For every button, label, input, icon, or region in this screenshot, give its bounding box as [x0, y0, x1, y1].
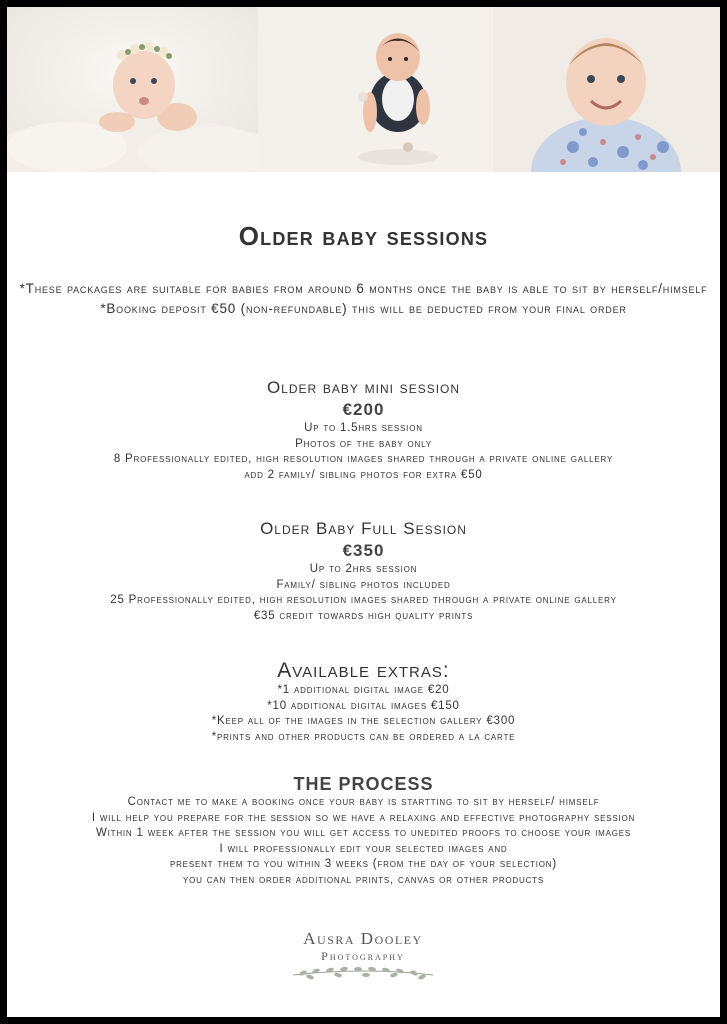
mini-session-title: Older baby mini session [266, 378, 461, 397]
full-session-line: Up to 2hrs session [309, 563, 418, 575]
page-title: Older baby sessions [238, 221, 489, 251]
process-line: I will help you prepare for the session so we have a relaxing and effective photography session [91, 811, 636, 824]
full-session-line: €35 credit towards high quality prints [253, 609, 474, 622]
extras-line: *prints and other products can be ordered a la carte [211, 730, 516, 743]
full-session-price: €350 [342, 541, 385, 560]
full-session-line: Family/ sibling photos included [276, 578, 451, 591]
process-line: Contact me to make a booking once your baby is startting to sit by herself/ himself [127, 796, 600, 808]
photographer-logo [263, 929, 463, 981]
photo-strip [7, 7, 720, 172]
process-line: I will professionally edit your selected images and [219, 842, 508, 855]
extras-line: *10 additional digital images €150 [267, 699, 460, 712]
process-line: you can then order additional prints, canvas or other products [183, 873, 544, 886]
intro-line-age: *These packages are suitable for babies from around 6 months once the baby is able to sit by herself/himself [19, 281, 708, 296]
intro-text [17, 279, 710, 319]
full-session-line: 25 Professionally edited, high resolution images shared through a private online gallery [110, 594, 617, 606]
baby-with-flower-crown-photo [7, 7, 258, 172]
baby-sitting-photo [258, 7, 493, 172]
leaf-garland-icon [288, 965, 438, 981]
logo-subtitle: Photography [321, 949, 405, 963]
extras-title: Available extras: [277, 659, 450, 682]
process-line: Within 1 week after the session you will get access to unedited proofs to choose your images [95, 827, 632, 839]
intro-line-deposit: *Booking deposit €50 (non-refundable) this will be deducted from your final order [100, 301, 627, 316]
logo-name: Ausra Dooley [303, 929, 423, 948]
mini-session-line: add 2 family/ sibling photos for extra €50 [244, 468, 483, 481]
full-session-package [7, 518, 720, 624]
smiling-baby-photo [493, 7, 720, 172]
price-list-page [7, 7, 720, 1017]
available-extras [7, 659, 720, 745]
extras-line: *Keep all of the images in the selection gallery €300 [211, 715, 516, 727]
full-session-title: Older Baby Full Session [260, 519, 467, 538]
mini-session-line: Photos of the baby only [295, 437, 432, 450]
process-line: present them to you within 3 weeks (from the day of your selection) [169, 858, 558, 870]
mini-session-price: €200 [342, 400, 385, 419]
process-title: THE PROCESS [293, 774, 434, 794]
mini-session-line: Up to 1.5hrs session [304, 422, 423, 434]
mini-session-package [7, 377, 720, 483]
extras-line: *1 additional digital image €20 [277, 684, 450, 696]
mini-session-line: 8 Professionally edited, high resolution images shared through a private online gallery [113, 453, 614, 465]
the-process [7, 773, 720, 888]
